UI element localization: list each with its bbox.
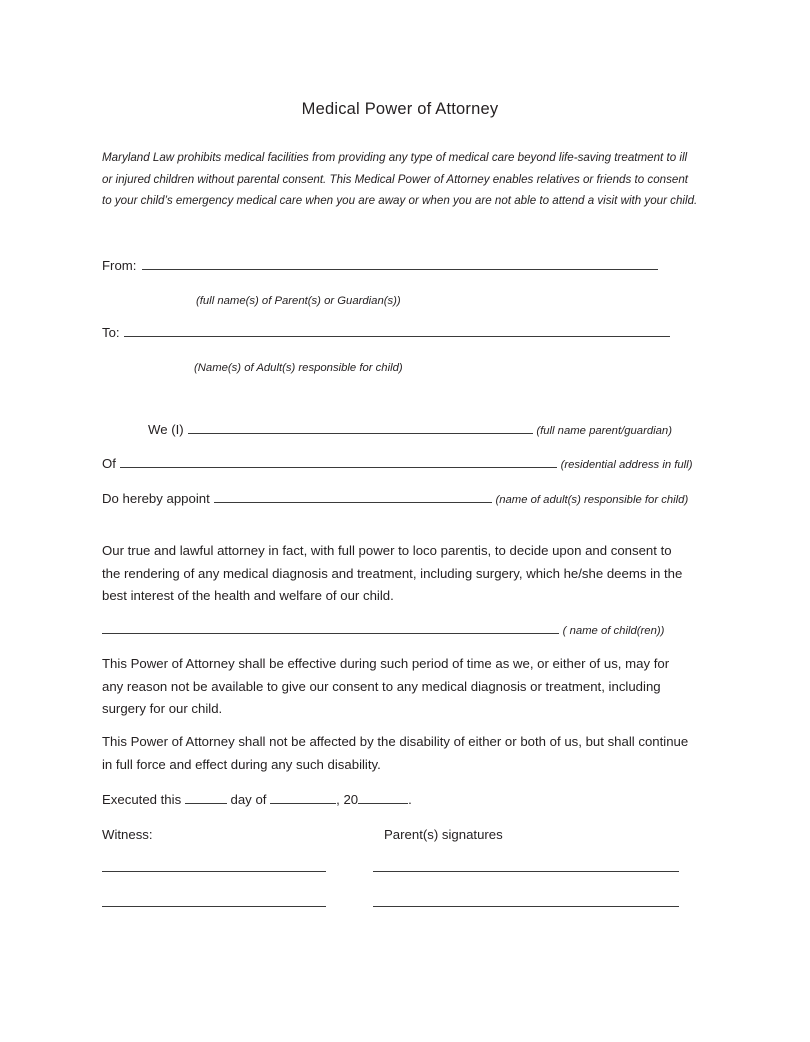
to-caption: (Name(s) of Adult(s) responsible for child) bbox=[194, 362, 403, 374]
of-input-line[interactable] bbox=[120, 456, 557, 468]
parent-signatures-label: Parent(s) signatures bbox=[384, 827, 503, 842]
executed-year-input-line[interactable] bbox=[358, 792, 408, 804]
from-field-row bbox=[102, 255, 658, 277]
we-field-row bbox=[102, 419, 698, 442]
executed-year-prefix-label: , 20 bbox=[336, 792, 359, 807]
to-field-row bbox=[102, 322, 670, 344]
appoint-label: Do hereby appoint bbox=[102, 491, 210, 506]
witness-signature-line-1[interactable] bbox=[102, 871, 326, 872]
child-name-row bbox=[102, 619, 698, 642]
to-label: To: bbox=[102, 325, 120, 340]
body-paragraph-3: This Power of Attorney shall not be affected by the disability of either or both of us, but shall continue in full force and effect during any such disability. bbox=[102, 734, 689, 772]
of-label: Of bbox=[102, 456, 116, 471]
of-field-row bbox=[102, 453, 698, 476]
executed-day-input-line[interactable] bbox=[185, 792, 227, 804]
we-annotation: (full name parent/guardian) bbox=[536, 425, 672, 437]
parent-signature-line-1[interactable] bbox=[373, 871, 679, 872]
executed-suffix-label: . bbox=[408, 792, 412, 807]
document-content bbox=[102, 0, 698, 842]
child-annotation: ( name of child(ren)) bbox=[562, 625, 665, 637]
witness-signature-line-2[interactable] bbox=[102, 906, 326, 907]
body-paragraph-1: Our true and lawful attorney in fact, with full power to loco parentis, to decide upon and consent to the rendering of any medical diagnosis and treatment, including surgery, which he/she deems in the best interest of the health and welfare of our child. bbox=[102, 543, 683, 603]
appoint-field-row bbox=[102, 488, 698, 511]
executed-month-input-line[interactable] bbox=[270, 792, 336, 804]
from-caption: (full name(s) of Parent(s) or Guardian(s)) bbox=[196, 295, 401, 307]
intro-paragraph: Maryland Law prohibits medical facilities from providing any type of medical care beyond life-saving treatment to ill or injured children without parental consent. This Medical Power of Attorney enables relatives or friends to consent to your child’s emergency medical care when you are away or when you are not able to attend a visit with your child. bbox=[102, 151, 698, 207]
witness-label: Witness: bbox=[102, 827, 153, 842]
executed-date-row bbox=[102, 789, 412, 811]
of-annotation: (residential address in full) bbox=[560, 459, 693, 471]
to-input-line[interactable] bbox=[124, 325, 670, 337]
body-paragraph-2: This Power of Attorney shall be effective during such period of time as we, or either of us, may for any reason not be available to give our consent to any medical diagnosis or treatment, including surgery for our child. bbox=[102, 656, 670, 716]
executed-middle-label: day of bbox=[230, 792, 267, 807]
appoint-annotation: (name of adult(s) responsible for child) bbox=[495, 494, 689, 506]
appoint-input-line[interactable] bbox=[214, 491, 492, 503]
from-input-line[interactable] bbox=[142, 258, 658, 270]
page-title: Medical Power of Attorney bbox=[301, 100, 499, 118]
we-label: We (I) bbox=[148, 422, 184, 437]
from-label: From: bbox=[102, 258, 137, 273]
parent-signature-line-2[interactable] bbox=[373, 906, 679, 907]
child-input-line[interactable] bbox=[102, 622, 559, 634]
executed-prefix-label: Executed this bbox=[102, 792, 182, 807]
we-input-line[interactable] bbox=[188, 422, 533, 434]
